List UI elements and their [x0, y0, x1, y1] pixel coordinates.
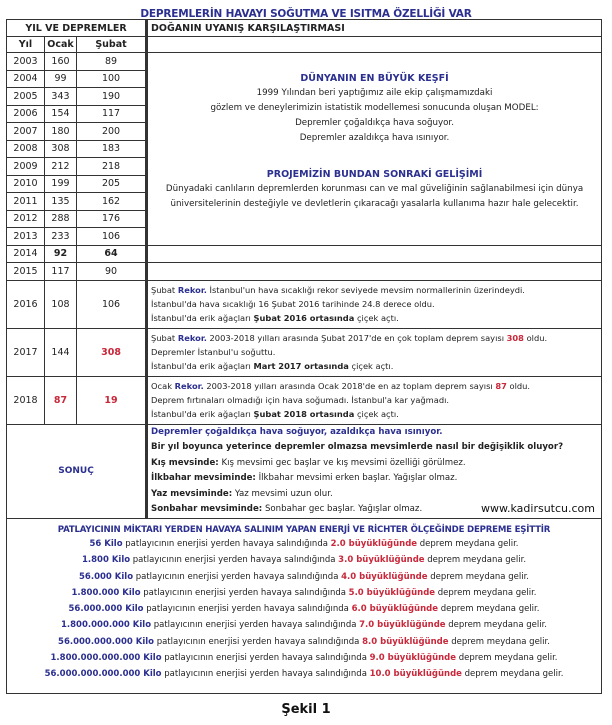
story-line-3	[151, 407, 601, 421]
ocak-cell: 288	[45, 210, 77, 228]
energy-row	[6, 536, 602, 552]
story-text-end: çiçek açtı.	[354, 409, 399, 419]
story-text: 2003-2018 yılları arasında Şubat 2017'de en çok toplam deprem sayısı	[206, 333, 507, 343]
story-text-end: oldu.	[506, 381, 531, 391]
discovery-line: 1999 Yılından beri yaptığımız aile ekip çalışmamızdaki	[256, 88, 493, 98]
energy-tail: deprem meydana gelir.	[448, 636, 550, 647]
table-row	[7, 53, 602, 71]
season-line	[151, 487, 601, 503]
year-cell: 2006	[7, 105, 45, 123]
magnitude: 5.0 büyüklüğünde	[348, 587, 436, 598]
energy-tail: deprem meydana gelir.	[445, 620, 547, 631]
subat-cell: 190	[77, 88, 147, 106]
energy-tail: deprem meydana gelir.	[424, 555, 527, 566]
subat-cell: 205	[77, 175, 147, 193]
year-cell: 2016	[7, 280, 45, 328]
table-row	[7, 280, 602, 328]
ocak-cell: 117	[45, 263, 77, 281]
subat-cell: 64	[77, 245, 147, 263]
energy-row	[6, 634, 602, 650]
subat-cell: 106	[77, 228, 147, 246]
energy-tail: deprem meydana gelir.	[417, 539, 519, 549]
story-line-1	[151, 283, 601, 297]
bloom-date: Şubat 2018 ortasında	[253, 409, 355, 419]
story-text-end: çiçek açtı.	[348, 361, 394, 371]
record-label: Rekor.	[174, 381, 204, 391]
story-month: Şubat	[151, 333, 178, 343]
right-header: DOĞANIN UYANIŞ KARŞILAŞTIRMASI	[147, 20, 602, 37]
ocak-cell: 308	[45, 140, 77, 158]
figure-caption: Şekil 1	[281, 702, 331, 717]
subat-cell: 89	[77, 53, 147, 71]
subat-cell: 117	[77, 105, 147, 123]
ocak-cell: 87	[45, 376, 77, 424]
subat-cell: 19	[77, 376, 147, 424]
energy-heading: PATLAYICININ MİKTARI YERDEN HAVAYA SALINIM YAPAN ENERJİ VE RİCHTER ÖLÇEĞİNDE DEPREME EŞİTTİR	[57, 525, 551, 535]
season-name: İlkbahar mevsiminde:	[151, 473, 256, 483]
subat-cell: 183	[77, 140, 147, 158]
ocak-cell: 99	[45, 70, 77, 88]
explosive-amount: 1.800.000 Kilo	[71, 587, 141, 598]
table-row	[7, 245, 602, 263]
magnitude: 7.0 büyüklüğünde	[359, 620, 446, 631]
earthquake-table	[6, 19, 602, 519]
energy-row	[6, 569, 602, 585]
ocak-cell: 160	[45, 53, 77, 71]
conclusion-label: SONUÇ	[7, 424, 147, 518]
story-line-3	[151, 311, 601, 325]
energy-tail: deprem meydana gelir.	[456, 653, 558, 664]
season-name: Yaz mevsiminde:	[151, 488, 233, 499]
energy-row	[6, 552, 602, 568]
ocak-cell: 92	[45, 245, 77, 263]
story-text: 2003-2018 yılları arasında Ocak 2018'de en az toplam deprem sayısı	[203, 381, 496, 391]
conclusion-question: Bir yıl boyunca yeterince depremler olmazsa mevsimlerde nasıl bir değişiklik oluyor?	[151, 442, 564, 452]
year-cell: 2010	[7, 175, 45, 193]
page-title: DEPREMLERİN HAVAYI SOĞUTMA VE ISITMA ÖZELLİĞİ VAR	[140, 8, 472, 20]
explosive-amount: 56.000 Kilo	[79, 571, 134, 582]
project-line: Dünyadaki canlıların depremlerden korunması can ve mal güveliğinin sağlanabilmesi için dünya	[165, 184, 584, 194]
energy-row	[6, 601, 602, 617]
explosive-amount: 56.000.000.000 Kilo	[58, 636, 154, 647]
season-name: Sonbahar mevsiminde:	[151, 504, 263, 514]
story-line-1	[151, 379, 601, 393]
year-cell: 2014	[7, 245, 45, 263]
story-text: İstanbul'da erik ağaçları	[151, 409, 254, 419]
empty-cell	[147, 245, 602, 263]
story-line-2: İstanbul'da hava sıcaklığı 16 Şubat 2016 tarihinde 24.8 derece oldu.	[151, 299, 435, 309]
ocak-cell: 144	[45, 328, 77, 376]
energy-text: patlayıcının enerjisi yerden havaya salındığında	[161, 669, 370, 680]
year-cell: 2004	[7, 70, 45, 88]
col-header-subat: Şubat	[77, 37, 147, 53]
explosive-amount: 56.000.000.000.000 Kilo	[44, 669, 162, 680]
story-text: İstanbul'un hava sıcaklığı rekor seviyede mevsim normallerinin üzerindeydi.	[206, 285, 525, 295]
explosive-amount: 1.800.000.000 Kilo	[61, 620, 152, 631]
energy-text: patlayıcının enerjisi yerden havaya salındığında	[161, 653, 370, 664]
year-cell: 2018	[7, 376, 45, 424]
energy-text: patlayıcının enerjisi yerden havaya salındığında	[122, 539, 331, 549]
energy-tail: deprem meydana gelir.	[438, 604, 540, 615]
story-text: İstanbul'da erik ağaçları	[151, 361, 254, 371]
project-line: üniversitelerinin desteğiyle ve devletlerin çıkaracağı yasalarla kullanıma hazır hale gelecektir.	[170, 199, 579, 209]
subat-cell: 100	[77, 70, 147, 88]
info-block	[147, 53, 602, 246]
energy-row	[6, 585, 602, 601]
year-cell: 2005	[7, 88, 45, 106]
ocak-cell: 154	[45, 105, 77, 123]
year-cell: 2015	[7, 263, 45, 281]
season-text: Yaz mevsimi uzun olur.	[232, 488, 333, 499]
ocak-cell: 180	[45, 123, 77, 141]
energy-text: patlayıcının enerjisi yerden havaya salındığında	[140, 587, 349, 598]
ocak-cell: 233	[45, 228, 77, 246]
season-line	[151, 471, 601, 487]
year-cell: 2009	[7, 158, 45, 176]
left-header: YIL VE DEPREMLER	[7, 20, 147, 37]
table-row	[7, 263, 602, 281]
story-text-end: çiçek açtı.	[354, 313, 399, 323]
website-watermark: www.kadirsutcu.com	[481, 502, 595, 515]
story-line-1	[151, 331, 601, 345]
energy-text: patlayıcının enerjisi yerden havaya salındığında	[130, 555, 339, 566]
energy-tail: deprem meydana gelir.	[461, 669, 564, 680]
year-cell: 2008	[7, 140, 45, 158]
season-line	[151, 456, 601, 472]
season-text: İlkbahar mevsimi erken başlar. Yağışlar olmaz.	[255, 473, 458, 483]
magnitude: 9.0 büyüklüğünde	[369, 653, 457, 664]
year-cell: 2007	[7, 123, 45, 141]
project-heading: PROJEMİZİN BUNDAN SONRAKİ GELİŞİMİ	[266, 169, 483, 180]
subat-cell: 106	[77, 280, 147, 328]
year-cell: 2017	[7, 328, 45, 376]
story-cell	[147, 280, 602, 328]
record-number: 308	[506, 333, 524, 343]
subat-cell: 308	[77, 328, 147, 376]
year-cell: 2011	[7, 193, 45, 211]
subat-cell: 176	[77, 210, 147, 228]
energy-section	[6, 525, 602, 683]
bloom-date: Şubat 2016 ortasında	[253, 313, 355, 323]
ocak-cell: 343	[45, 88, 77, 106]
ocak-cell: 212	[45, 158, 77, 176]
conclusion-cell	[147, 424, 602, 518]
conclusion-row	[7, 424, 602, 518]
story-month: Ocak	[151, 381, 175, 391]
record-label: Rekor.	[177, 285, 207, 295]
record-label: Rekor.	[177, 333, 207, 343]
ocak-cell: 108	[45, 280, 77, 328]
ocak-cell: 135	[45, 193, 77, 211]
energy-text: patlayıcının enerjisi yerden havaya salındığında	[154, 636, 363, 647]
magnitude: 4.0 büyüklüğünde	[341, 571, 428, 582]
magnitude: 10.0 büyüklüğünde	[369, 669, 462, 680]
story-cell	[147, 376, 602, 424]
season-name: Kış mevsinde:	[151, 457, 219, 468]
ocak-cell: 199	[45, 175, 77, 193]
conclusion-headline: Depremler çoğaldıkça hava soğuyor, azaldıkça hava ısınıyor.	[151, 426, 443, 437]
col-header-ocak: Ocak	[45, 37, 77, 53]
magnitude: 3.0 büyüklüğünde	[338, 555, 425, 566]
season-text: Kış mevsimi gec başlar ve kış mevsimi özelliği görülmez.	[218, 457, 466, 468]
energy-row	[6, 650, 602, 666]
year-cell: 2012	[7, 210, 45, 228]
season-text: Sonbahar gec başlar. Yağışlar olmaz.	[262, 504, 423, 514]
discovery-line: Depremler çoğaldıkça hava soğuyor.	[295, 118, 454, 128]
energy-tail: deprem meydana gelir.	[435, 587, 537, 598]
year-cell: 2013	[7, 228, 45, 246]
empty-cell	[147, 263, 602, 281]
subat-cell: 218	[77, 158, 147, 176]
explosive-amount: 1.800.000.000.000 Kilo	[50, 653, 162, 664]
story-line-2: Deprem fırtınaları olmadığı için hava soğumadı. İstanbul'a kar yağmadı.	[151, 395, 450, 405]
story-text-end: oldu.	[523, 333, 548, 343]
energy-row	[6, 617, 602, 633]
table-row	[7, 376, 602, 424]
energy-text: patlayıcının enerjisi yerden havaya salındığında	[143, 604, 352, 615]
story-cell	[147, 328, 602, 376]
table-row	[7, 328, 602, 376]
story-text: İstanbul'da erik ağaçları	[151, 313, 254, 323]
magnitude: 6.0 büyüklüğünde	[351, 604, 439, 615]
col-header-year: Yıl	[7, 37, 45, 53]
story-line-2: Depremler İstanbul'u soğuttu.	[151, 347, 276, 357]
energy-text: patlayıcının enerjisi yerden havaya salındığında	[151, 620, 360, 631]
subat-cell: 90	[77, 263, 147, 281]
energy-tail: deprem meydana gelir.	[427, 571, 529, 582]
story-line-3	[151, 359, 601, 373]
discovery-line: Depremler azaldıkça hava ısınıyor.	[299, 133, 450, 143]
bloom-date: Mart 2017 ortasında	[253, 361, 349, 371]
magnitude: 2.0 büyüklüğünde	[330, 539, 418, 549]
magnitude: 8.0 büyüklüğünde	[362, 636, 449, 647]
energy-text: patlayıcının enerjisi yerden havaya salındığında	[133, 571, 342, 582]
energy-row	[6, 666, 602, 682]
explosive-amount: 56 Kilo	[89, 539, 123, 549]
empty-cell	[147, 37, 602, 53]
discovery-line: gözlem ve deneylerimizin istatistik modellemesi sonucunda oluşan MODEL:	[210, 103, 539, 113]
discovery-heading: DÜNYANIN EN BÜYÜK KEŞFİ	[300, 73, 449, 84]
explosive-amount: 1.800 Kilo	[81, 555, 131, 566]
subat-cell: 200	[77, 123, 147, 141]
explosive-amount: 56.000.000 Kilo	[68, 604, 144, 615]
year-cell: 2003	[7, 53, 45, 71]
story-month: Şubat	[151, 285, 178, 295]
subat-cell: 162	[77, 193, 147, 211]
record-number: 87	[495, 381, 507, 391]
